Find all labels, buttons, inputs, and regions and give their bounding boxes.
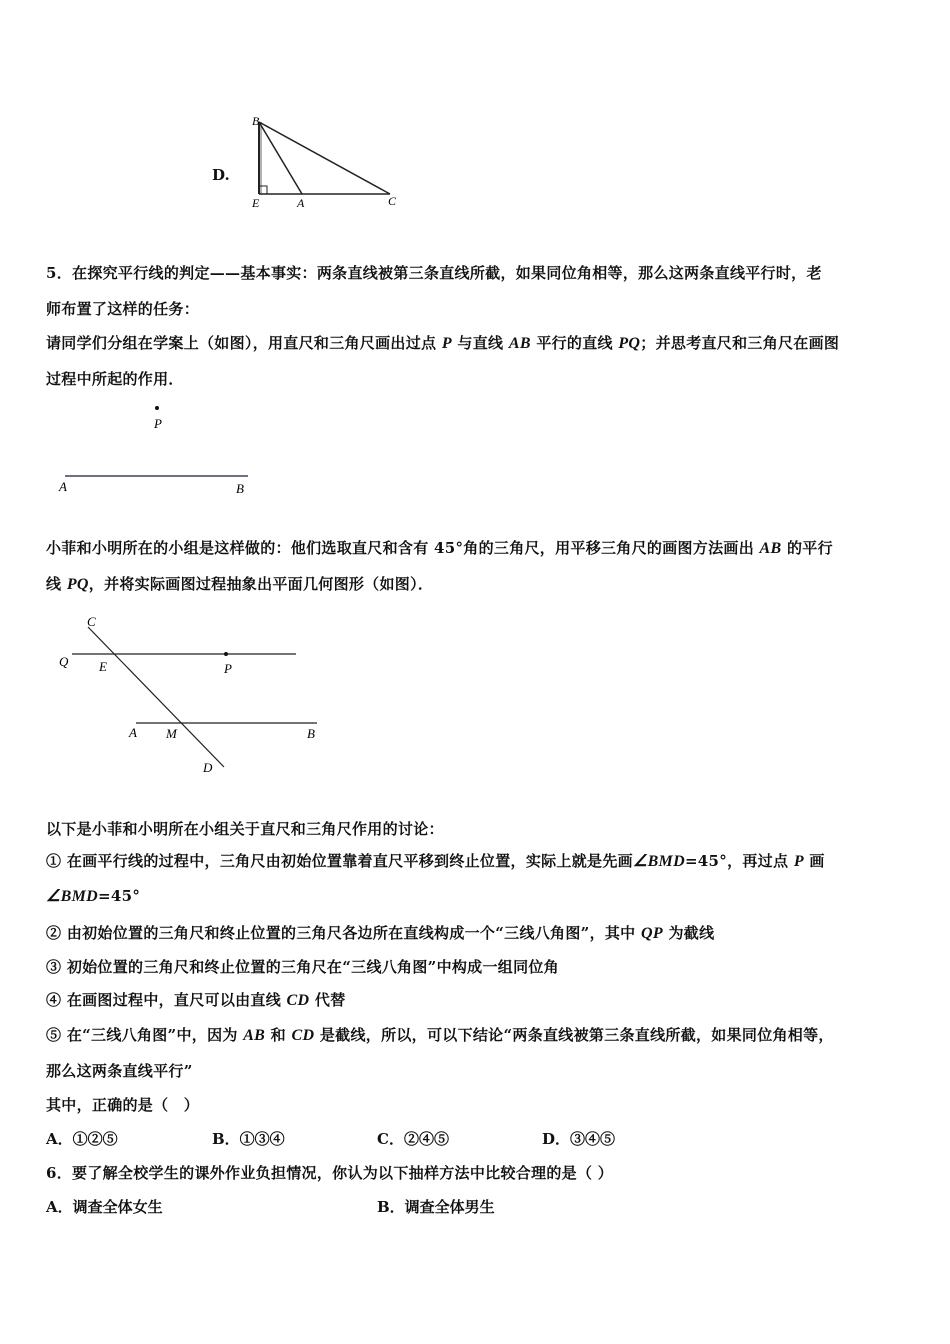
label-a: A xyxy=(129,725,137,740)
text: 和 xyxy=(265,1026,292,1044)
label-b: B xyxy=(307,726,315,741)
label-q: Q xyxy=(59,654,69,669)
q5-stem-line1: 5．在探究平行线的判定——基本事实：两条直线被第三条直线所截，如果同位角相等，那么这两条直线平行时，老 xyxy=(46,264,822,282)
math-pq: PQ xyxy=(66,576,89,593)
math-ab: AB xyxy=(759,540,782,557)
segment-ba xyxy=(259,122,302,194)
math-p: P xyxy=(793,853,804,870)
point-p xyxy=(155,406,159,410)
label-a: A xyxy=(297,196,305,210)
math-cd: CD xyxy=(291,1027,315,1044)
text: 小菲和小明所在的小组是这样做的：他们选取直尺和含有 45°角的三角尺，用平移三角尺的画图方法画出 xyxy=(46,539,760,557)
math-ab: AB xyxy=(243,1027,266,1044)
line-cd xyxy=(88,627,224,767)
math-cd: CD xyxy=(286,992,310,1009)
q5-task-line xyxy=(46,332,839,353)
figure-point-and-line xyxy=(50,398,270,498)
text: 平行的直线 xyxy=(530,334,619,352)
q5-option-a[interactable]: A．①②⑤ xyxy=(46,1130,118,1148)
text: ，并将实际画图过程抽象出平面几何图形（如图）． xyxy=(88,575,434,593)
math-angle-bmd: ∠BMD xyxy=(632,853,685,870)
q5-option-b[interactable]: B．①③④ xyxy=(212,1130,285,1148)
label-b: B xyxy=(252,114,260,128)
label-c: C xyxy=(87,614,96,629)
label-c: C xyxy=(388,194,397,208)
math-angle-bmd: ∠BMD xyxy=(46,888,98,905)
label-e: E xyxy=(252,196,260,210)
right-angle-mark xyxy=(259,186,267,194)
q5-ask: 其中，正确的是（ ） xyxy=(46,1096,200,1114)
point-p xyxy=(224,652,228,656)
statement-4 xyxy=(46,989,346,1010)
statement-1 xyxy=(46,850,825,871)
q6-option-a[interactable]: A．调查全体女生 xyxy=(46,1198,163,1216)
q5-discussion-intro: 以下是小菲和小明所在小组关于直尺和三角尺作用的讨论： xyxy=(46,820,444,838)
statement-5 xyxy=(46,1024,834,1045)
text: 的平行 xyxy=(781,539,833,557)
text: ⑤ 在“三线八角图”中，因为 xyxy=(46,1026,244,1044)
statement-2 xyxy=(46,922,714,943)
q5-stem-line2: 师布置了这样的任务： xyxy=(46,300,200,318)
statement-1-line2 xyxy=(46,886,140,906)
label-p: P xyxy=(154,416,162,431)
text: ；并思考直尺和三角尺在画图 xyxy=(640,334,840,352)
segment-bc xyxy=(259,122,390,194)
text: =45° xyxy=(98,887,141,905)
text: 代替 xyxy=(309,991,346,1009)
text: 线 xyxy=(46,575,67,593)
label-p: P xyxy=(224,661,232,676)
text: 画 xyxy=(803,852,825,870)
math-pq: PQ xyxy=(618,335,641,352)
statement-5-line2: 那么这两条直线平行” xyxy=(46,1062,193,1080)
q5-method-line2 xyxy=(46,573,433,594)
figure-three-lines-eight-angles xyxy=(50,610,330,780)
q5-method-line1 xyxy=(46,537,833,558)
statement-3: ③ 初始位置的三角尺和终止位置的三角尺在“三线八角图”中构成一组同位角 xyxy=(46,958,559,976)
text: 是截线，所以，可以下结论“两条直线被第三条直线所截，如果同位角相等， xyxy=(314,1026,834,1044)
math-p: P xyxy=(441,335,452,352)
label-d: D xyxy=(203,760,213,775)
text: ① 在画平行线的过程中，三角尺由初始位置靠着直尺平移到终止位置，实际上就是先画 xyxy=(46,852,633,870)
label-a: A xyxy=(59,479,67,494)
text: ④ 在画图过程中，直尺可以由直线 xyxy=(46,991,287,1009)
text: 请同学们分组在学案上（如图），用直尺和三角尺画出过点 xyxy=(46,334,442,352)
q5-option-c[interactable]: C．②④⑤ xyxy=(377,1130,449,1148)
label-e: E xyxy=(99,659,107,674)
math-ab: AB xyxy=(508,335,531,352)
text: 为截线 xyxy=(662,924,715,942)
triangle-figure-d xyxy=(240,108,410,214)
label-m: M xyxy=(166,726,177,741)
option-d-label: D. xyxy=(212,166,230,184)
text: ② 由初始位置的三角尺和终止位置的三角尺各边所在直线构成一个“三线八角图”，其中 xyxy=(46,924,642,942)
q6-option-b[interactable]: B．调查全体男生 xyxy=(377,1198,495,1216)
q6-stem: 6．要了解全校学生的课外作业负担情况，你认为以下抽样方法中比较合理的是（ ） xyxy=(46,1164,614,1182)
q5-option-d[interactable]: D．③④⑤ xyxy=(542,1130,616,1148)
q5-task-line2: 过程中所起的作用． xyxy=(46,370,184,388)
label-b: B xyxy=(236,481,244,496)
math-qp: QP xyxy=(641,925,663,942)
text: 与直线 xyxy=(451,334,509,352)
text: =45°，再过点 xyxy=(684,852,794,870)
